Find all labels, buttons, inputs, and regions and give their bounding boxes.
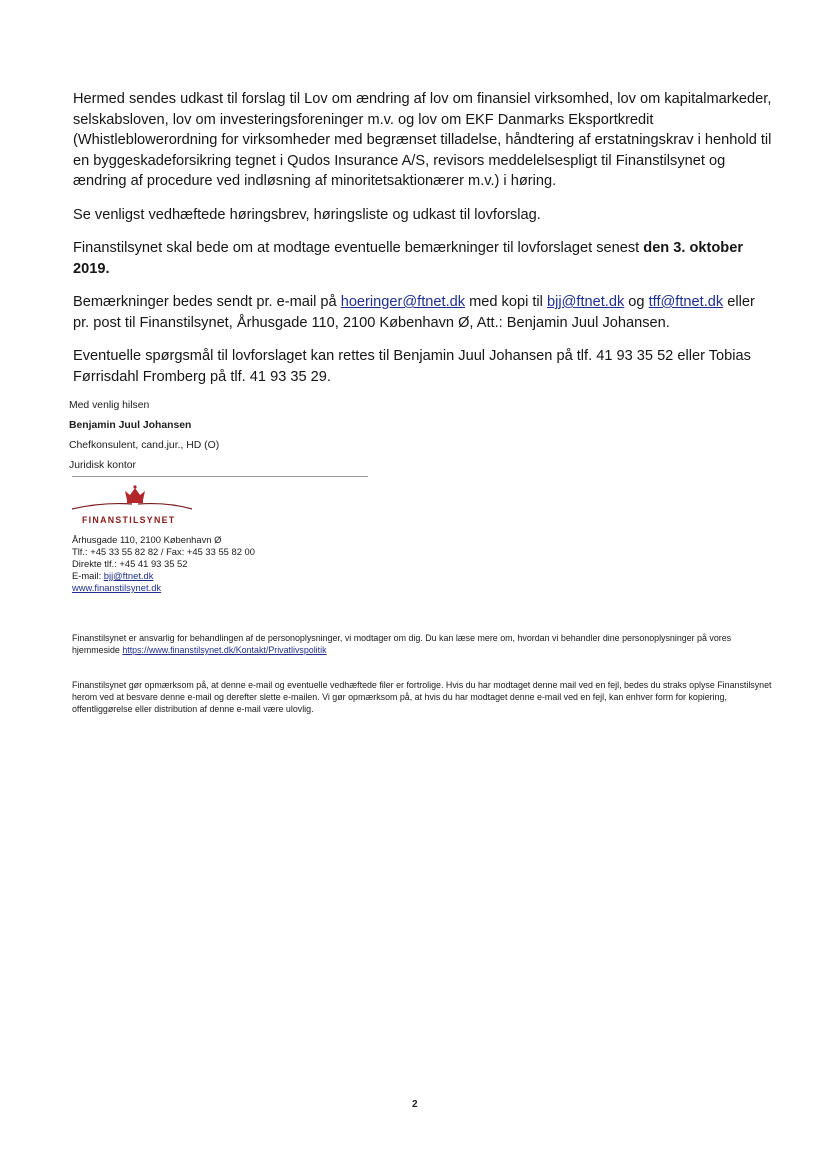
contact-direct-phone: Direkte tlf.: +45 41 93 35 52 xyxy=(72,558,188,569)
signature-greeting: Med venlig hilsen xyxy=(69,400,150,411)
contact-email-link[interactable]: bjj@ftnet.dk xyxy=(103,570,154,581)
website-link[interactable]: www.finanstilsynet.dk xyxy=(72,582,162,593)
signature-name: Benjamin Juul Johansen xyxy=(69,420,192,431)
remarks-paragraph xyxy=(73,292,773,333)
remarks-text-2: med kopi til xyxy=(465,294,547,310)
privacy-text: Finanstilsynet er ansvarlig for behandlingen af de personoplysninger, vi modtager om dig. Du kan læse mere om, hvordan vi behandler dine personoplysninger på vores hjemmeside xyxy=(72,633,732,655)
contact-block xyxy=(72,534,255,594)
privacy-policy-link[interactable]: https://www.finanstilsynet.dk/Kontakt/Privatlivspolitik xyxy=(122,645,327,655)
remarks-text-4: eller pr. post til Finanstilsynet, Århusgade 110, 2100 København Ø, Att.: Benjamin Juul Johansen. xyxy=(73,294,755,331)
page-number: 2 xyxy=(412,1099,418,1110)
hoeringer-email-link[interactable]: hoeringer@ftnet.dk xyxy=(340,294,466,310)
confidentiality-notice: Finanstilsynet gør opmærksom på, at denne e-mail og eventuelle vedhæftede filer er fortrolige. Hvis du har modtaget denne mail ved en fejl, bedes du straks oplyse Finanstilsynet herom ved at besvare denne e-mail og derefter slette e-mailen. Vi gør opmærksom på, at hvis du har modtaget denne e-mail ved en fejl, kan enhver form for kopiering, offentliggørelse eller distribution af denne e-mail være ulovlig. xyxy=(72,680,772,714)
logo-wordmark: FINANSTILSYNET xyxy=(82,515,176,525)
contact-email-line xyxy=(72,570,255,582)
deadline-date: den 3. oktober 2019. xyxy=(73,240,744,277)
privacy-notice xyxy=(72,632,772,656)
crown-icon xyxy=(125,485,145,503)
letter-body xyxy=(73,89,773,399)
questions-paragraph: Eventuelle spørgsmål til lovforslaget kan rettes til Benjamin Juul Johansen på tlf. 41 93 35 52 eller Tobias Førrisdahl Fromberg på tlf. 41 93 35 29. xyxy=(73,348,751,385)
signature-title: Chefkonsulent, cand.jur., HD (O) xyxy=(69,440,220,451)
tff-email-link[interactable]: tff@ftnet.dk xyxy=(648,294,724,310)
contact-email-label: E-mail: xyxy=(72,570,104,581)
contact-phone-fax: Tlf.: +45 33 55 82 82 / Fax: +45 33 55 82 00 xyxy=(72,546,255,557)
deadline-paragraph xyxy=(73,238,773,279)
signature-block xyxy=(69,396,219,476)
intro-paragraph: Hermed sendes udkast til forslag til Lov om ændring af lov om finansiel virksomhed, lov om kapitalmarkeder, selskabsloven, lov om investeringsforeninger m.v. og lov om EKF Danmarks Eksportkredit (Whistleblowerordning for virksomheder med begrænset tilladelse, håndtering af erstatningskrav i henhold til en byggeskadeforsikring tegnet i Qudos Insurance A/S, revisors meddelelsespligt til Finanstilsynet og ændring af procedure ved indløsning af minoritetsaktionærer m.v.) i høring. xyxy=(73,91,772,189)
contact-address: Århusgade 110, 2100 København Ø xyxy=(72,534,222,545)
bjj-email-link[interactable]: bjj@ftnet.dk xyxy=(546,294,625,310)
signature-department: Juridisk kontor xyxy=(69,460,136,471)
attachments-paragraph: Se venligst vedhæftede høringsbrev, høringsliste og udkast til lovforslag. xyxy=(73,206,541,223)
remarks-text-3: og xyxy=(624,294,649,310)
remarks-text-1: Bemærkninger bedes sendt pr. e-mail på xyxy=(73,294,341,310)
logo-swoosh-right xyxy=(138,504,192,509)
deadline-text: Finanstilsynet skal bede om at modtage eventuelle bemærkninger til lovforslaget senest xyxy=(73,240,644,256)
signature-divider xyxy=(72,476,368,477)
logo-swoosh-left xyxy=(72,504,132,509)
